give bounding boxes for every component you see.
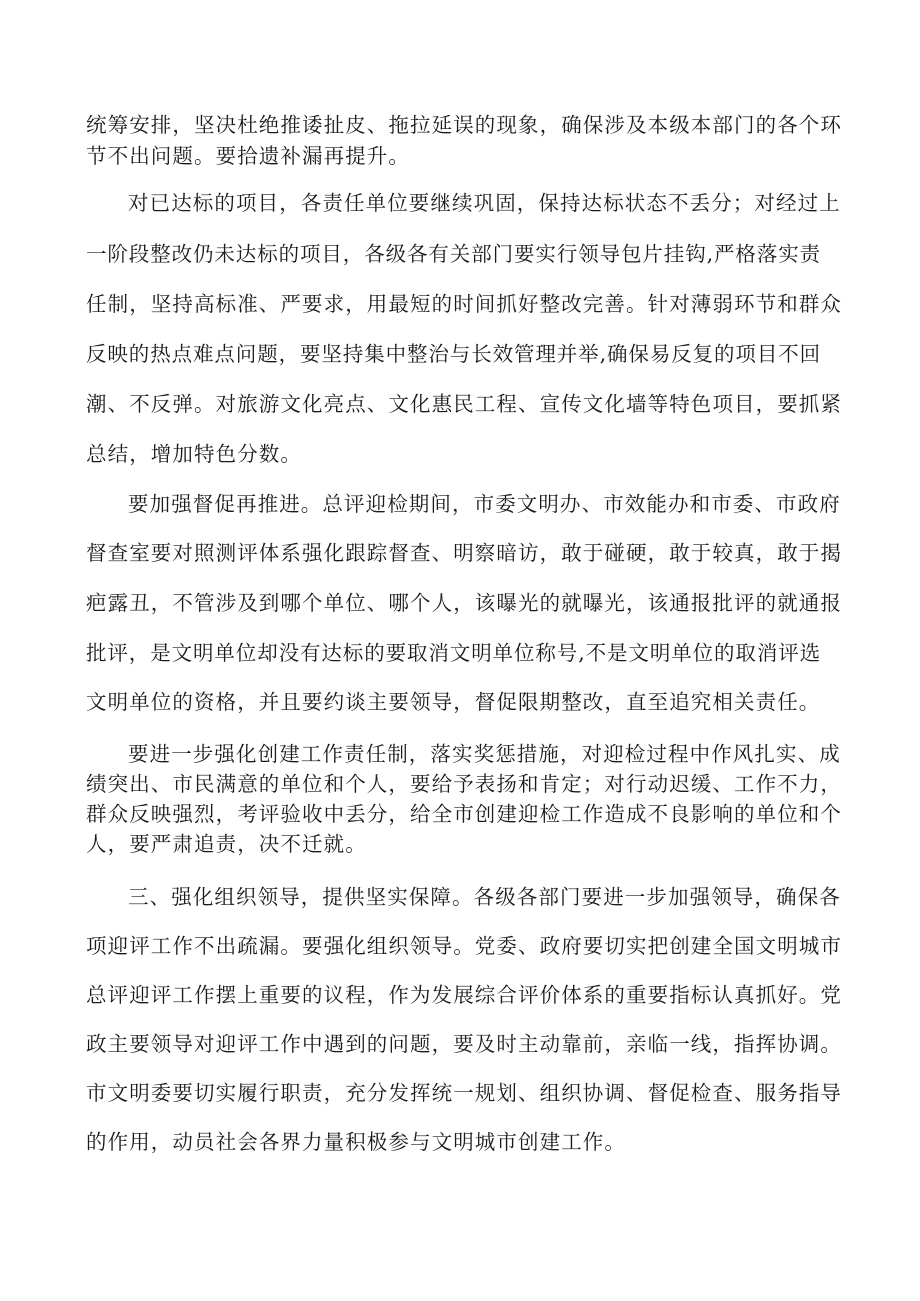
text-line: 三、强化组织领导，提供坚实保障。各级各部门要进一步加强领导，确保各 [128, 885, 841, 909]
text-line: 反映的热点难点问题，要坚持集中整治与长效管理并举,确保易反复的项目不回 [86, 342, 822, 366]
text-line: 要进一步强化创建工作责任制，落实奖惩措施，对迎检过程中作风扎实、成 [128, 742, 841, 766]
text-line: 文明单位的资格，并且要约谈主要领导，督促限期整改，直至追究相关责任。 [86, 690, 821, 714]
text-line: 统筹安排，坚决杜绝推诿扯皮、拖拉延误的现象，确保涉及本级本部门的各个环 [86, 113, 842, 137]
text-line: 节不出问题。要拾遗补漏再提升。 [86, 144, 410, 168]
text-line: 任制，坚持高标准、严要求，用最短的时间抓好整改完善。针对薄弱环节和群众 [86, 292, 842, 316]
text-line: 潮、不反弹。对旅游文化亮点、文化惠民工程、宣传文化墙等特色项目，要抓紧 [86, 392, 842, 416]
text-line: 人，要严肃追责，决不迁就。 [86, 832, 367, 856]
text-line: 群众反映强烈，考评验收中丢分，给全市创建迎检工作造成不良影响的单位和个 [86, 802, 842, 826]
text-line: 疤露丑，不管涉及到哪个单位、哪个人，该曝光的就曝光，该通报批评的就通报 [86, 591, 842, 615]
text-line: 对已达标的项目，各责任单位要继续巩固，保持达标状态不丢分；对经过上 [128, 191, 841, 215]
text-line: 绩突出、市民满意的单位和个人，要给予表扬和肯定；对行动迟缓、工作不力， [86, 772, 842, 796]
text-line: 市文明委要切实履行职责，充分发挥统一规划、组织协调、督促检查、服务指导 [86, 1081, 842, 1105]
text-line: 政主要领导对迎评工作中遇到的问题，要及时主动靠前，亲临一线，指挥协调。 [86, 1032, 842, 1056]
text-line: 项迎评工作不出疏漏。要强化组织领导。党委、政府要切实把创建全国文明城市 [86, 934, 842, 958]
text-line: 批评，是文明单位却没有达标的要取消文明单位称号,不是文明单位的取消评选 [86, 641, 822, 665]
text-line: 一阶段整改仍未达标的项目，各级各有关部门要实行领导包片挂钩,严格落实责 [86, 242, 822, 266]
text-line: 总评迎评工作摆上重要的议程，作为发展综合评价体系的重要指标认真抓好。党 [86, 983, 842, 1007]
text-line: 要加强督促再推进。总评迎检期间，市委文明办、市效能办和市委、市政府 [128, 492, 841, 516]
text-line: 督查室要对照测评体系强化跟踪督查、明察暗访，敢于碰硬，敢于较真，敢于揭 [86, 541, 842, 565]
text-line: 总结，增加特色分数。 [86, 442, 302, 466]
text-line: 的作用，动员社会各界力量积极参与文明城市创建工作。 [86, 1130, 626, 1154]
